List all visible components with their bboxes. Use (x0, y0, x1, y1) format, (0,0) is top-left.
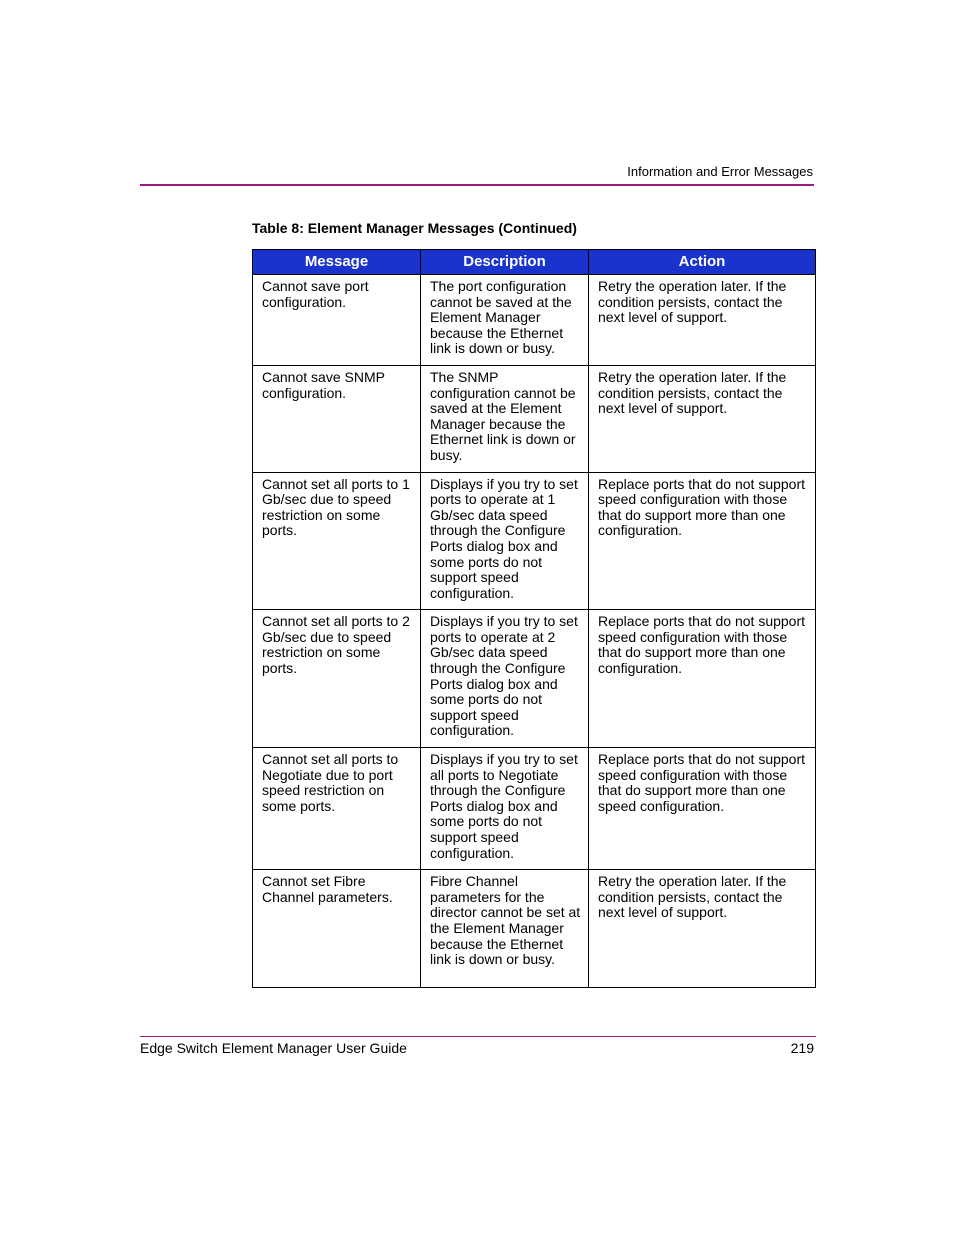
messages-table (252, 249, 816, 988)
table-row (253, 748, 816, 870)
description-cell: Displays if you try to set ports to operate at 1 Gb/sec data speed through the Configure Ports dialog box and some ports do not support speed configuration. (421, 472, 589, 610)
column-header-action: Action (589, 250, 816, 275)
message-cell: Cannot set all ports to Negotiate due to port speed restriction on some ports. (253, 748, 421, 870)
table-row (253, 870, 816, 988)
table-row (253, 472, 816, 610)
column-header-description: Description (421, 250, 589, 275)
message-cell: Cannot set Fibre Channel parameters. (253, 870, 421, 988)
message-cell: Cannot set all ports to 1 Gb/sec due to speed restriction on some ports. (253, 472, 421, 610)
description-cell: Displays if you try to set ports to operate at 2 Gb/sec data speed through the Configure Ports dialog box and some ports do not support speed configuration. (421, 610, 589, 748)
description-cell: Displays if you try to set all ports to Negotiate through the Configure Ports dialog box and some ports do not support speed configuration. (421, 748, 589, 870)
action-cell: Replace ports that do not support speed configuration with those that do support more than one configuration. (589, 610, 816, 748)
action-cell: Retry the operation later. If the condition persists, contact the next level of support. (589, 870, 816, 988)
message-cell: Cannot set all ports to 2 Gb/sec due to speed restriction on some ports. (253, 610, 421, 748)
table-row (253, 610, 816, 748)
action-cell: Replace ports that do not support speed configuration with those that do support more than one configuration. (589, 472, 816, 610)
running-header: Information and Error Messages (627, 164, 813, 179)
page-number: 219 (790, 1040, 814, 1056)
table-caption: Table 8: Element Manager Messages (Continued) (252, 220, 577, 236)
description-cell: Fibre Channel parameters for the director cannot be set at the Element Manager because the Ethernet link is down or busy. (421, 870, 589, 988)
action-cell: Retry the operation later. If the condition persists, contact the next level of support. (589, 275, 816, 366)
table-row (253, 275, 816, 366)
table-header-row (253, 250, 816, 275)
action-cell: Retry the operation later. If the condition persists, contact the next level of support. (589, 365, 816, 472)
header-rule (140, 184, 814, 186)
table-row (253, 365, 816, 472)
guide-title: Edge Switch Element Manager User Guide (140, 1040, 407, 1056)
column-header-message: Message (253, 250, 421, 275)
message-cell: Cannot save port configuration. (253, 275, 421, 366)
action-cell: Replace ports that do not support speed configuration with those that do support more than one speed configuration. (589, 748, 816, 870)
description-cell: The port configuration cannot be saved at the Element Manager because the Ethernet link is down or busy. (421, 275, 589, 366)
footer-rule (140, 1036, 816, 1037)
description-cell: The SNMP configuration cannot be saved at the Element Manager because the Ethernet link is down or busy. (421, 365, 589, 472)
message-cell: Cannot save SNMP configuration. (253, 365, 421, 472)
